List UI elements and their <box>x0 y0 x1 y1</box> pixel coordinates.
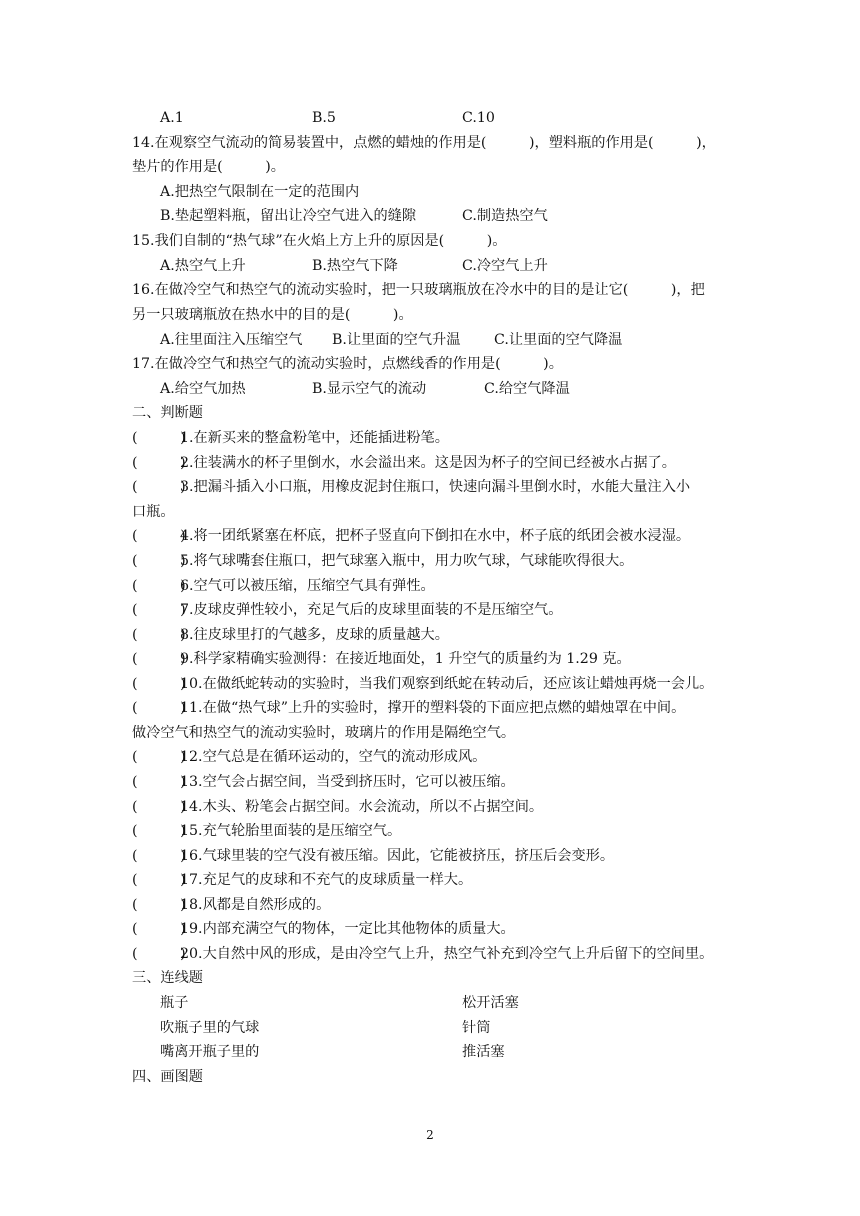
answer-blank: ( ) <box>132 700 186 716</box>
q15-option-b: B.热空气下降 <box>312 258 398 274</box>
q14-text-line2: 垫片的作用是( )。 <box>132 159 285 175</box>
answer-blank: ( ) <box>132 921 186 937</box>
answer-blank: ( ) <box>132 602 186 618</box>
judge-item <box>132 821 772 841</box>
q17-text: 17.在做冷空气和热空气的流动实验时，点燃线香的作用是( )。 <box>132 356 563 372</box>
judge-item-text: 1.在新买来的整盒粉笔中，还能插进粉笔。 <box>180 430 449 446</box>
judge-item <box>132 576 772 596</box>
judge-item-text: 17.充足气的皮球和不充气的皮球质量一样大。 <box>180 872 473 888</box>
match-right-item: 针筒 <box>462 1020 491 1036</box>
answer-blank: ( ) <box>132 676 186 692</box>
judge-item-continuation: 做冷空气和热空气的流动实验时，玻璃片的作用是隔绝空气。 <box>132 725 516 741</box>
answer-blank: ( ) <box>132 872 186 888</box>
section-title-matching: 三、连线题 <box>132 970 203 986</box>
judge-item <box>132 526 772 546</box>
match-right-item: 松开活塞 <box>462 995 519 1011</box>
q16-option-c: C.让里面的空气降温 <box>494 332 623 348</box>
q16-text-line2: 另一只玻璃瓶放在热水中的目的是( )。 <box>132 307 413 323</box>
q17-option-c: C.给空气降温 <box>484 381 570 397</box>
q16-option-b: B.让里面的空气升温 <box>332 332 461 348</box>
q15-option-c: C.冷空气上升 <box>462 258 548 274</box>
judge-item-text: 11.在做“热气球”上升的实验时，撑开的塑料袋的下面应把点燃的蜡烛罩在中间。 <box>180 700 686 716</box>
judge-item-text: 9.科学家精确实验测得：在接近地面处，1 升空气的质量约为 1.29 克。 <box>180 651 631 667</box>
judge-item <box>132 747 772 767</box>
judge-item <box>132 698 772 718</box>
judge-item <box>132 846 772 866</box>
judge-item <box>132 772 772 792</box>
q15-text: 15.我们自制的“热气球”在火焰上方上升的原因是( )。 <box>132 233 507 249</box>
q17-option-b: B.显示空气的流动 <box>312 381 427 397</box>
answer-blank: ( ) <box>132 799 186 815</box>
section-title-drawing: 四、画图题 <box>132 1069 203 1085</box>
answer-blank: ( ) <box>132 479 186 495</box>
match-left-item: 嘴离开瓶子里的 <box>160 1044 260 1060</box>
judge-item <box>132 895 772 915</box>
answer-blank: ( ) <box>132 651 186 667</box>
judge-item <box>132 600 772 620</box>
q13-option-a: A.1 <box>160 110 184 126</box>
judge-item-text: 6.空气可以被压缩，压缩空气具有弹性。 <box>180 578 435 594</box>
judge-item-text: 16.气球里装的空气没有被压缩。因此，它能被挤压，挤压后会变形。 <box>180 848 615 864</box>
judge-item-text: 19.内部充满空气的物体，一定比其他物体的质量大。 <box>180 921 515 937</box>
answer-blank: ( ) <box>132 528 186 544</box>
judge-item-text: 7.皮球皮弹性较小，充足气后的皮球里面装的不是压缩空气。 <box>180 602 563 618</box>
judge-item-continuation: 口瓶。 <box>132 504 175 520</box>
judge-item-text: 5.将气球嘴套住瓶口，把气球塞入瓶中，用力吹气球，气球能吹得很大。 <box>180 553 634 569</box>
judge-item-text: 15.充气轮胎里面装的是压缩空气。 <box>180 823 402 839</box>
judge-item <box>132 453 772 473</box>
q13-option-c: C.10 <box>462 110 495 126</box>
answer-blank: ( ) <box>132 848 186 864</box>
judge-item-text: 20.大自然中风的形成，是由冷空气上升，热空气补充到冷空气上升后留下的空间里。 <box>180 946 714 962</box>
judge-item <box>132 919 772 939</box>
page-number: 2 <box>426 1128 434 1142</box>
answer-blank: ( ) <box>132 774 186 790</box>
judge-item-text: 12.空气总是在循环运动的，空气的流动形成风。 <box>180 749 487 765</box>
judge-item-text: 18.风都是自然形成的。 <box>180 897 331 913</box>
judge-item-text: 4.将一团纸紧塞在杯底，把杯子竖直向下倒扣在水中，杯子底的纸团会被水浸湿。 <box>180 528 691 544</box>
answer-blank: ( ) <box>132 823 186 839</box>
answer-blank: ( ) <box>132 455 186 471</box>
q14-option-a: A.把热空气限制在一定的范围内 <box>160 184 360 200</box>
q13-option-b: B.5 <box>312 110 336 126</box>
answer-blank: ( ) <box>132 578 186 594</box>
judge-item <box>132 870 772 890</box>
match-right-item: 推活塞 <box>462 1044 505 1060</box>
judge-item-text: 10.在做纸蛇转动的实验时，当我们观察到纸蛇在转动后，还应该让蜡烛再烧一会儿。 <box>180 676 714 692</box>
judge-item <box>132 944 772 964</box>
judge-item-text: 13.空气会占据空间，当受到挤压时，它可以被压缩。 <box>180 774 515 790</box>
match-left-item: 瓶子 <box>160 995 189 1011</box>
judge-item <box>132 428 772 448</box>
answer-blank: ( ) <box>132 749 186 765</box>
match-left-item: 吹瓶子里的气球 <box>160 1020 260 1036</box>
judge-item-text: 14.木头、粉笔会占据空间。水会流动，所以不占据空间。 <box>180 799 544 815</box>
q14-option-c: C.制造热空气 <box>462 208 548 224</box>
judge-item <box>132 477 772 497</box>
judge-item-text: 3.把漏斗插入小口瓶，用橡皮泥封住瓶口，快速向漏斗里倒水时，水能大量注入小 <box>180 479 691 495</box>
section-title-judge: 二、判断题 <box>132 405 203 421</box>
judge-item <box>132 625 772 645</box>
judge-item-text: 2.往装满水的杯子里倒水，水会溢出来。这是因为杯子的空间已经被水占据了。 <box>180 455 676 471</box>
q16-text-line1: 16.在做冷空气和热空气的流动实验时，把一只玻璃瓶放在冷水中的目的是让它( )，把 <box>132 282 705 298</box>
judge-item <box>132 649 772 669</box>
answer-blank: ( ) <box>132 553 186 569</box>
answer-blank: ( ) <box>132 897 186 913</box>
judge-item <box>132 551 772 571</box>
answer-blank: ( ) <box>132 627 186 643</box>
answer-blank: ( ) <box>132 946 186 962</box>
q17-option-a: A.给空气加热 <box>160 381 246 397</box>
q16-option-a: A.往里面注入压缩空气 <box>160 332 303 348</box>
q15-option-a: A.热空气上升 <box>160 258 246 274</box>
judge-item <box>132 674 772 694</box>
judge-item-text: 8.往皮球里打的气越多，皮球的质量越大。 <box>180 627 449 643</box>
q14-option-b: B.垫起塑料瓶，留出让冷空气进入的缝隙 <box>160 208 417 224</box>
judge-item <box>132 797 772 817</box>
q14-text-line1: 14.在观察空气流动的简易装置中，点燃的蜡烛的作用是( )，塑料瓶的作用是( )， <box>132 135 716 151</box>
answer-blank: ( ) <box>132 430 186 446</box>
